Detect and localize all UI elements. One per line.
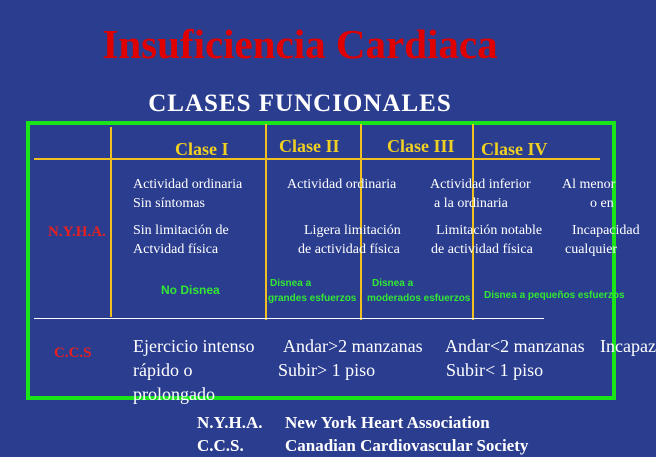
dyspnea-label: moderados esfuerzos bbox=[367, 293, 471, 304]
nyha-cell: a la ordinaria bbox=[434, 196, 508, 211]
dyspnea-label: No Disnea bbox=[161, 283, 220, 297]
ccs-cell: Subir> 1 piso bbox=[278, 360, 376, 380]
slide-title: Insuficiencia Cardiaca bbox=[102, 21, 498, 67]
footnote-abbr: N.Y.H.A. bbox=[197, 413, 263, 432]
nyha-cell: Actividad ordinaria bbox=[133, 177, 243, 192]
ccs-cell: Incapaz bbox=[600, 336, 656, 356]
nyha-cell: Al menor bbox=[562, 177, 616, 192]
nyha-cell: Limitación notable bbox=[436, 223, 543, 238]
nyha-cell: Actvidad física bbox=[133, 242, 219, 257]
ccs-cell: Ejercicio intenso bbox=[133, 336, 255, 356]
header-clase-3: Clase III bbox=[387, 136, 455, 156]
dyspnea-label: Disnea a pequeños esfuerzos bbox=[484, 290, 625, 301]
header-clase-2: Clase II bbox=[279, 136, 340, 156]
footnote-text: Canadian Cardiovascular Society bbox=[285, 436, 529, 455]
header-clase-4: Clase IV bbox=[481, 139, 548, 159]
row-label-ccs: C.C.S bbox=[54, 345, 92, 361]
row-label-nyha: N.Y.H.A. bbox=[48, 224, 106, 240]
nyha-cell: Sin síntomas bbox=[133, 196, 205, 211]
ccs-cell: Subir< 1 piso bbox=[446, 360, 544, 380]
ccs-cell: prolongado bbox=[133, 384, 215, 404]
nyha-cell: Actividad ordinaria bbox=[287, 177, 397, 192]
nyha-cell: de actividad física bbox=[298, 242, 400, 257]
column-divider bbox=[110, 127, 112, 317]
dyspnea-label: Disnea a bbox=[270, 278, 312, 289]
ccs-cell: Andar>2 manzanas bbox=[283, 336, 423, 356]
nyha-cell: de actividad física bbox=[431, 242, 533, 257]
ccs-cell: rápido o bbox=[133, 360, 193, 380]
nyha-cell: Sin limitación de bbox=[133, 223, 229, 238]
nyha-cell: Actividad inferior bbox=[430, 177, 531, 192]
footnote-abbr: C.C.S. bbox=[197, 436, 244, 455]
column-divider bbox=[265, 124, 267, 320]
nyha-cell: cualquier bbox=[565, 242, 618, 257]
ccs-cell: Andar<2 manzanas bbox=[445, 336, 585, 356]
footnote-text: New York Heart Association bbox=[285, 413, 490, 432]
dyspnea-label: Disnea a bbox=[372, 278, 414, 289]
slide-subtitle: CLASES FUNCIONALES bbox=[148, 90, 452, 117]
nyha-cell: Ligera limitación bbox=[304, 223, 401, 238]
header-clase-1: Clase I bbox=[175, 139, 229, 159]
nyha-cell: Incapacidad bbox=[572, 223, 640, 238]
row-divider bbox=[34, 318, 544, 319]
dyspnea-label: grandes esfuerzos bbox=[268, 293, 357, 304]
nyha-cell: o en bbox=[590, 196, 614, 211]
